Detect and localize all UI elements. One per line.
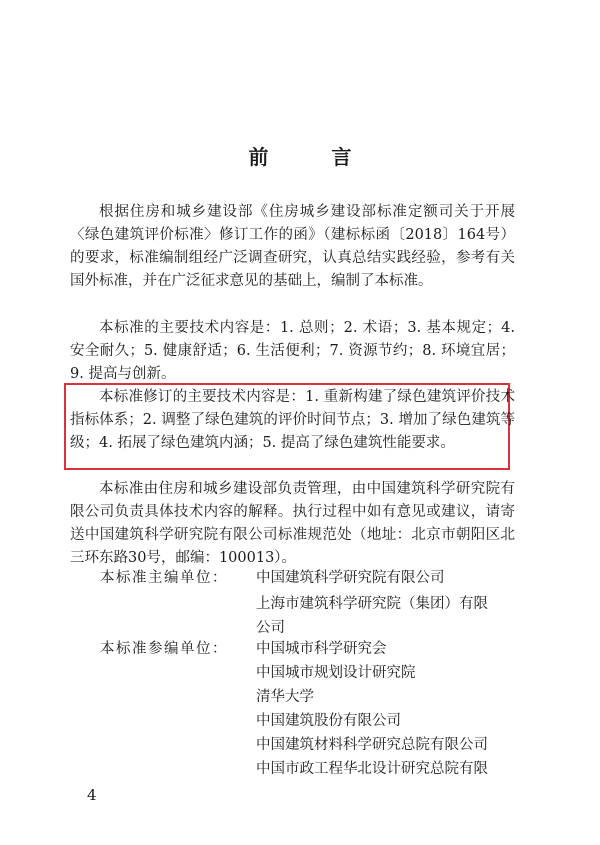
chief-units-row (100, 567, 530, 590)
page-title: 前 言 (248, 145, 380, 169)
chief-unit-name: 公司 (256, 620, 285, 636)
participating-units-row (100, 638, 530, 661)
participating-unit-name: 中国城市规划设计研究院 (256, 665, 416, 681)
chief-unit-name: 中国建筑科学研究院有限公司 (256, 570, 445, 586)
paragraph-basis: 根据住房和城乡建设部《住房城乡建设部标准定额司关于开展〈绿色建筑评价标准〉修订工作的函》（建标标函〔2018〕164号）的要求，标准编制组经广泛调查研究，认真总结实践经验，参考有关国外标准，并在广泛征求意见的基础上，编制了本标准。 (70, 204, 515, 289)
paragraph-revision-content: 本标准修订的主要技术内容是：1. 重新构建了绿色建筑评价技术指标体系；2. 调整了绿色建筑的评价时间节点；3. 增加了绿色建筑等级；4. 拓展了绿色建筑内涵；5. 提高了绿色建筑性能要求。 (70, 389, 515, 451)
participating-units-label: 本标准参编单位： (100, 641, 228, 657)
participating-unit-name: 中国市政工程华北设计研究总院有限 (256, 761, 488, 777)
participating-unit-name: 中国城市科学研究会 (256, 641, 387, 657)
paragraph-main-content: 本标准的主要技术内容是：1. 总则；2. 术语；3. 基本规定；4. 安全耐久；5. 健康舒适；6. 生活便利；7. 资源节约；8. 环境宜居；9. 提高与创新。 (70, 320, 515, 382)
participating-unit-name: 清华大学 (256, 689, 314, 705)
chief-unit-name: 上海市建筑科学研究院（集团）有限 (256, 596, 488, 612)
page-number: 4 (87, 786, 97, 804)
paragraph-management: 本标准由住房和城乡建设部负责管理，由中国建筑科学研究院有限公司负责具体技术内容的解释。执行过程中如有意见或建议，请寄送中国建筑科学研究院有限公司标准规范处（地址：北京市朝阳区北三环东路30号，邮编：100013）。 (70, 481, 515, 566)
participating-unit-name: 中国建筑股份有限公司 (256, 713, 401, 729)
participating-unit-name: 中国建筑材料科学研究总院有限公司 (256, 737, 488, 753)
chief-units-label: 本标准主编单位： (100, 570, 228, 586)
